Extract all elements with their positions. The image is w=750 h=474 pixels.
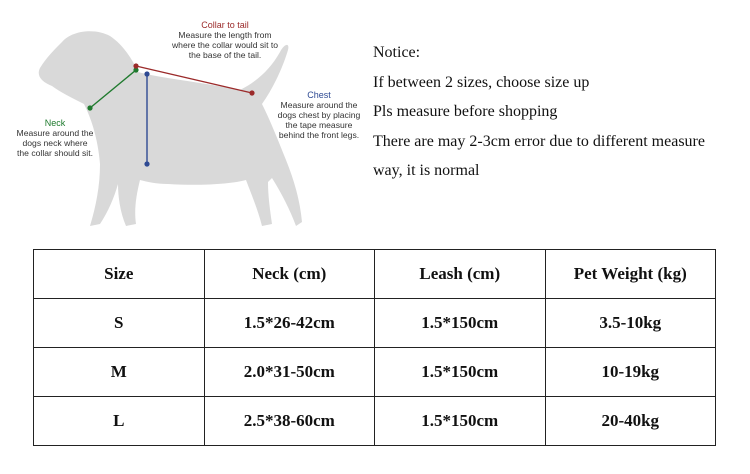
chest-description: Measure around the dogs chest by placing the tape measure behind the front legs. bbox=[277, 100, 361, 140]
header-neck: Neck (cm) bbox=[204, 250, 375, 299]
size-cell: L bbox=[34, 397, 205, 446]
chest-measure-label bbox=[274, 90, 364, 140]
header-pet-weight: Pet Weight (kg) bbox=[545, 250, 716, 299]
notice-text bbox=[373, 38, 750, 186]
collar-to-tail-description: Measure the length from where the collar would sit to the base of the tail. bbox=[171, 30, 279, 60]
header-size: Size bbox=[34, 250, 205, 299]
neck-cell: 1.5*26-42cm bbox=[204, 299, 375, 348]
table-row bbox=[34, 348, 716, 397]
size-cell: S bbox=[34, 299, 205, 348]
neck-description: Measure around the dogs neck where the collar should sit. bbox=[16, 128, 94, 158]
neck-measure-label bbox=[16, 118, 94, 158]
weight-cell: 3.5-10kg bbox=[545, 299, 716, 348]
leash-cell: 1.5*150cm bbox=[375, 397, 546, 446]
table-row bbox=[34, 397, 716, 446]
neck-cell: 2.0*31-50cm bbox=[204, 348, 375, 397]
notice-line: Notice: bbox=[373, 44, 421, 61]
weight-cell: 10-19kg bbox=[545, 348, 716, 397]
leash-cell: 1.5*150cm bbox=[375, 348, 546, 397]
neck-cell: 2.5*38-60cm bbox=[204, 397, 375, 446]
leash-cell: 1.5*150cm bbox=[375, 299, 546, 348]
size-cell: M bbox=[34, 348, 205, 397]
notice-line: Pls measure before shopping bbox=[373, 103, 558, 120]
collar-to-tail-title: Collar to tail bbox=[201, 20, 249, 30]
size-chart-table bbox=[33, 249, 716, 446]
dog-measurement-diagram bbox=[0, 0, 370, 240]
weight-cell: 20-40kg bbox=[545, 397, 716, 446]
notice-line: If between 2 sizes, choose size up bbox=[373, 73, 590, 91]
table-row bbox=[34, 299, 716, 348]
notice-line: There are may 2-3cm error due to different measure bbox=[373, 132, 705, 150]
table-header-row bbox=[34, 250, 716, 299]
header-leash: Leash (cm) bbox=[375, 250, 546, 299]
notice-line: way, it is normal bbox=[373, 162, 480, 179]
collar-to-tail-label bbox=[130, 20, 320, 60]
chest-title: Chest bbox=[307, 90, 331, 100]
neck-title: Neck bbox=[44, 118, 66, 128]
